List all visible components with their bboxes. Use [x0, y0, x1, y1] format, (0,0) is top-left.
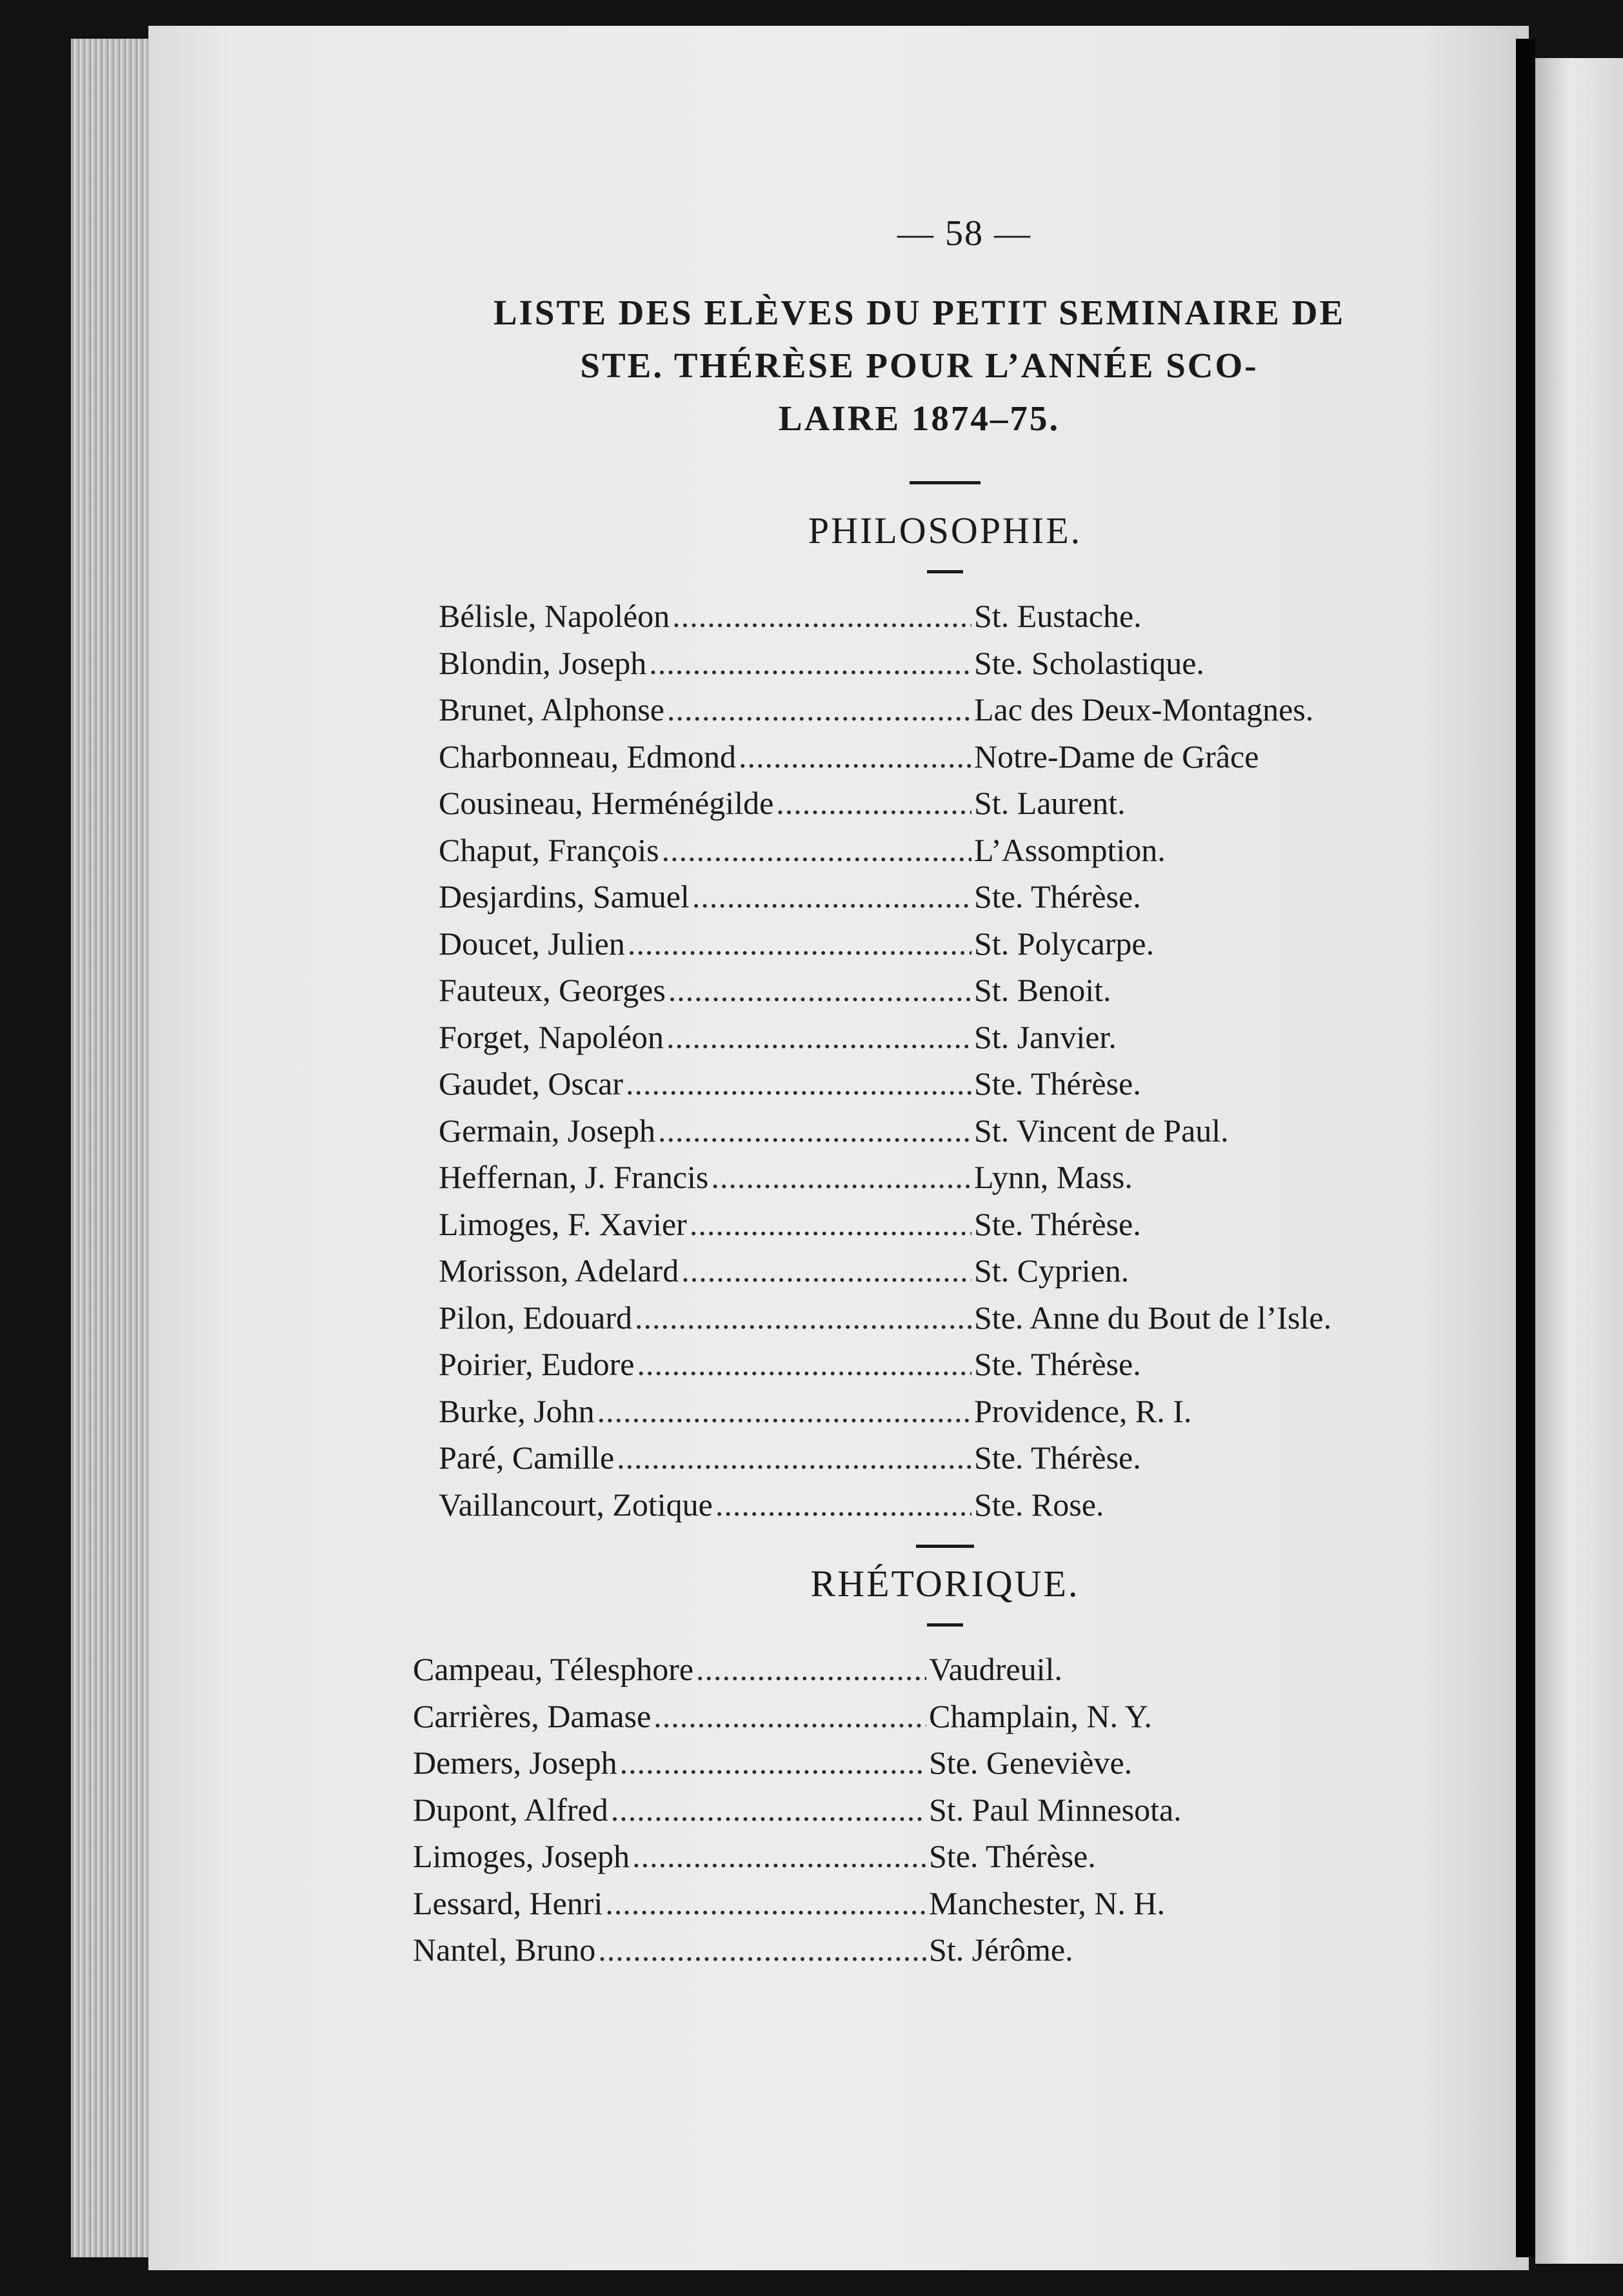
home-parish: Providence, R. I.	[974, 1392, 1192, 1429]
dot-leader	[668, 967, 971, 1014]
section-title: PHILOSOPHIE.	[808, 510, 1082, 551]
dot-leader	[620, 1739, 926, 1786]
list-item	[439, 686, 1426, 733]
adjacent-page-edge	[1535, 58, 1623, 2264]
dot-leader	[690, 1201, 971, 1248]
home-parish: Ste. Thérèse.	[974, 1440, 1141, 1476]
section-dash	[927, 1623, 963, 1627]
list-item	[439, 1154, 1426, 1201]
dot-leader	[617, 1434, 971, 1481]
list-title	[400, 286, 1439, 445]
dot-leader	[776, 780, 971, 827]
list-item	[439, 593, 1426, 640]
home-parish: Champlain, N. Y.	[929, 1697, 1152, 1734]
home-parish: Ste. Thérèse.	[974, 1065, 1141, 1102]
list-item	[413, 1646, 1380, 1693]
home-parish: St. Eustache.	[974, 598, 1142, 634]
dot-leader	[632, 1833, 926, 1880]
list-item	[439, 640, 1426, 687]
home-parish: L’Assomption.	[974, 831, 1166, 868]
dot-leader	[739, 733, 971, 780]
dot-leader	[611, 1786, 926, 1834]
student-name: Charbonneau, Edmond	[439, 738, 737, 775]
dot-leader	[626, 1060, 971, 1107]
home-parish: Ste. Thérèse.	[974, 1346, 1141, 1382]
home-parish: Notre-Dame de Grâce	[974, 738, 1259, 775]
section-rule	[916, 1545, 974, 1548]
dot-leader	[662, 827, 971, 874]
student-name: Carrières, Damase	[413, 1697, 652, 1734]
student-name: Forget, Napoléon	[439, 1018, 664, 1055]
home-parish: Ste. Scholastique.	[974, 644, 1204, 681]
list-item	[439, 827, 1426, 874]
title-line: STE. THÉRÈSE POUR L’ANNÉE SCO-	[580, 346, 1259, 385]
dot-leader	[692, 873, 971, 920]
student-name: Nantel, Bruno	[413, 1932, 596, 1968]
section-title: RHÉTORIQUE.	[810, 1563, 1080, 1605]
dot-leader	[649, 640, 971, 687]
student-name: Blondin, Joseph	[439, 644, 647, 681]
dot-leader	[653, 1693, 926, 1740]
dot-leader	[635, 1294, 971, 1341]
student-list	[439, 593, 1426, 1528]
dot-leader	[598, 1926, 926, 1974]
list-item	[439, 1341, 1426, 1388]
list-item	[439, 1201, 1426, 1248]
dot-leader	[666, 1014, 971, 1061]
list-item	[439, 1294, 1426, 1341]
student-name: Demers, Joseph	[413, 1745, 617, 1781]
list-item	[439, 733, 1426, 780]
list-item	[439, 873, 1426, 920]
home-parish: Vaudreuil.	[929, 1651, 1062, 1687]
list-item	[439, 1481, 1426, 1529]
title-line: LISTE DES ELÈVES DU PETIT SEMINAIRE DE	[493, 293, 1346, 332]
title-rule	[910, 481, 981, 484]
student-name: Limoges, F. Xavier	[439, 1205, 687, 1242]
home-parish: Ste. Rose.	[974, 1486, 1104, 1523]
list-item	[439, 1388, 1426, 1435]
home-parish: Ste. Thérèse.	[929, 1838, 1096, 1874]
home-parish: Lynn, Mass.	[974, 1159, 1133, 1195]
home-parish: Manchester, N. H.	[929, 1885, 1165, 1921]
list-item	[413, 1739, 1380, 1786]
student-name: Pilon, Edouard	[439, 1299, 632, 1336]
title-line: LAIRE 1874–75.	[778, 399, 1060, 438]
home-parish: St. Vincent de Paul.	[974, 1112, 1229, 1149]
home-parish: St. Jérôme.	[929, 1932, 1073, 1968]
student-name: Bélisle, Napoléon	[439, 598, 670, 634]
list-item	[413, 1833, 1380, 1880]
dot-leader	[715, 1481, 971, 1529]
home-parish: St. Paul Minnesota.	[929, 1791, 1182, 1828]
home-parish: St. Cyprien.	[974, 1252, 1130, 1289]
list-item	[413, 1880, 1380, 1927]
student-name: Poirier, Eudore	[439, 1346, 635, 1382]
list-item	[439, 967, 1426, 1014]
section-dash	[927, 570, 963, 573]
list-item	[413, 1786, 1380, 1834]
page-content	[400, 213, 1439, 1974]
student-name: Heffernan, J. Francis	[439, 1159, 709, 1195]
dot-leader	[711, 1154, 971, 1201]
student-name: Chaput, François	[439, 831, 659, 868]
list-item	[439, 1107, 1426, 1154]
home-parish: St. Polycarpe.	[974, 925, 1155, 962]
student-name: Germain, Joseph	[439, 1112, 656, 1149]
student-name: Desjardins, Samuel	[439, 878, 690, 915]
home-parish: Ste. Thérèse.	[974, 1205, 1141, 1242]
list-item	[439, 1060, 1426, 1107]
list-item	[439, 920, 1426, 967]
list-item	[413, 1693, 1380, 1740]
dot-leader	[658, 1107, 971, 1154]
student-name: Morisson, Adelard	[439, 1252, 679, 1289]
dot-leader	[696, 1646, 926, 1693]
dot-leader	[681, 1247, 971, 1294]
student-name: Lessard, Henri	[413, 1885, 603, 1921]
student-list	[413, 1646, 1380, 1974]
student-name: Limoges, Joseph	[413, 1838, 630, 1874]
student-name: Brunet, Alphonse	[439, 691, 664, 727]
student-name: Fauteux, Georges	[439, 972, 666, 1008]
dot-leader	[672, 593, 971, 640]
section-rhetorique	[400, 1562, 1439, 1974]
list-item	[413, 1926, 1380, 1974]
student-name: Gaudet, Oscar	[439, 1065, 623, 1102]
dot-leader	[667, 686, 971, 733]
student-name: Burke, John	[439, 1392, 595, 1429]
page-number: — 58 —	[897, 213, 1031, 253]
student-name: Cousineau, Herménégilde	[439, 785, 774, 821]
list-item	[439, 1434, 1426, 1481]
page-gutter-shadow	[1516, 39, 1535, 2257]
dot-leader	[637, 1341, 971, 1388]
list-item	[439, 1014, 1426, 1061]
home-parish: Lac des Deux-Montagnes.	[974, 691, 1314, 727]
list-item	[439, 780, 1426, 827]
student-name: Vaillancourt, Zotique	[439, 1486, 713, 1523]
section-philosophie	[400, 509, 1439, 1528]
home-parish: St. Janvier.	[974, 1018, 1117, 1055]
student-name: Paré, Camille	[439, 1440, 615, 1476]
home-parish: St. Benoit.	[974, 972, 1111, 1008]
student-name: Dupont, Alfred	[413, 1791, 608, 1828]
home-parish: Ste. Anne du Bout de l’Isle.	[974, 1299, 1332, 1336]
list-item	[439, 1247, 1426, 1294]
dot-leader	[597, 1388, 971, 1435]
home-parish: St. Laurent.	[974, 785, 1126, 821]
student-name: Doucet, Julien	[439, 925, 625, 962]
dot-leader	[628, 920, 971, 967]
student-name: Campeau, Télesphore	[413, 1651, 694, 1687]
home-parish: Ste. Thérèse.	[974, 878, 1141, 915]
home-parish: Ste. Geneviève.	[929, 1745, 1133, 1781]
dot-leader	[605, 1880, 926, 1927]
